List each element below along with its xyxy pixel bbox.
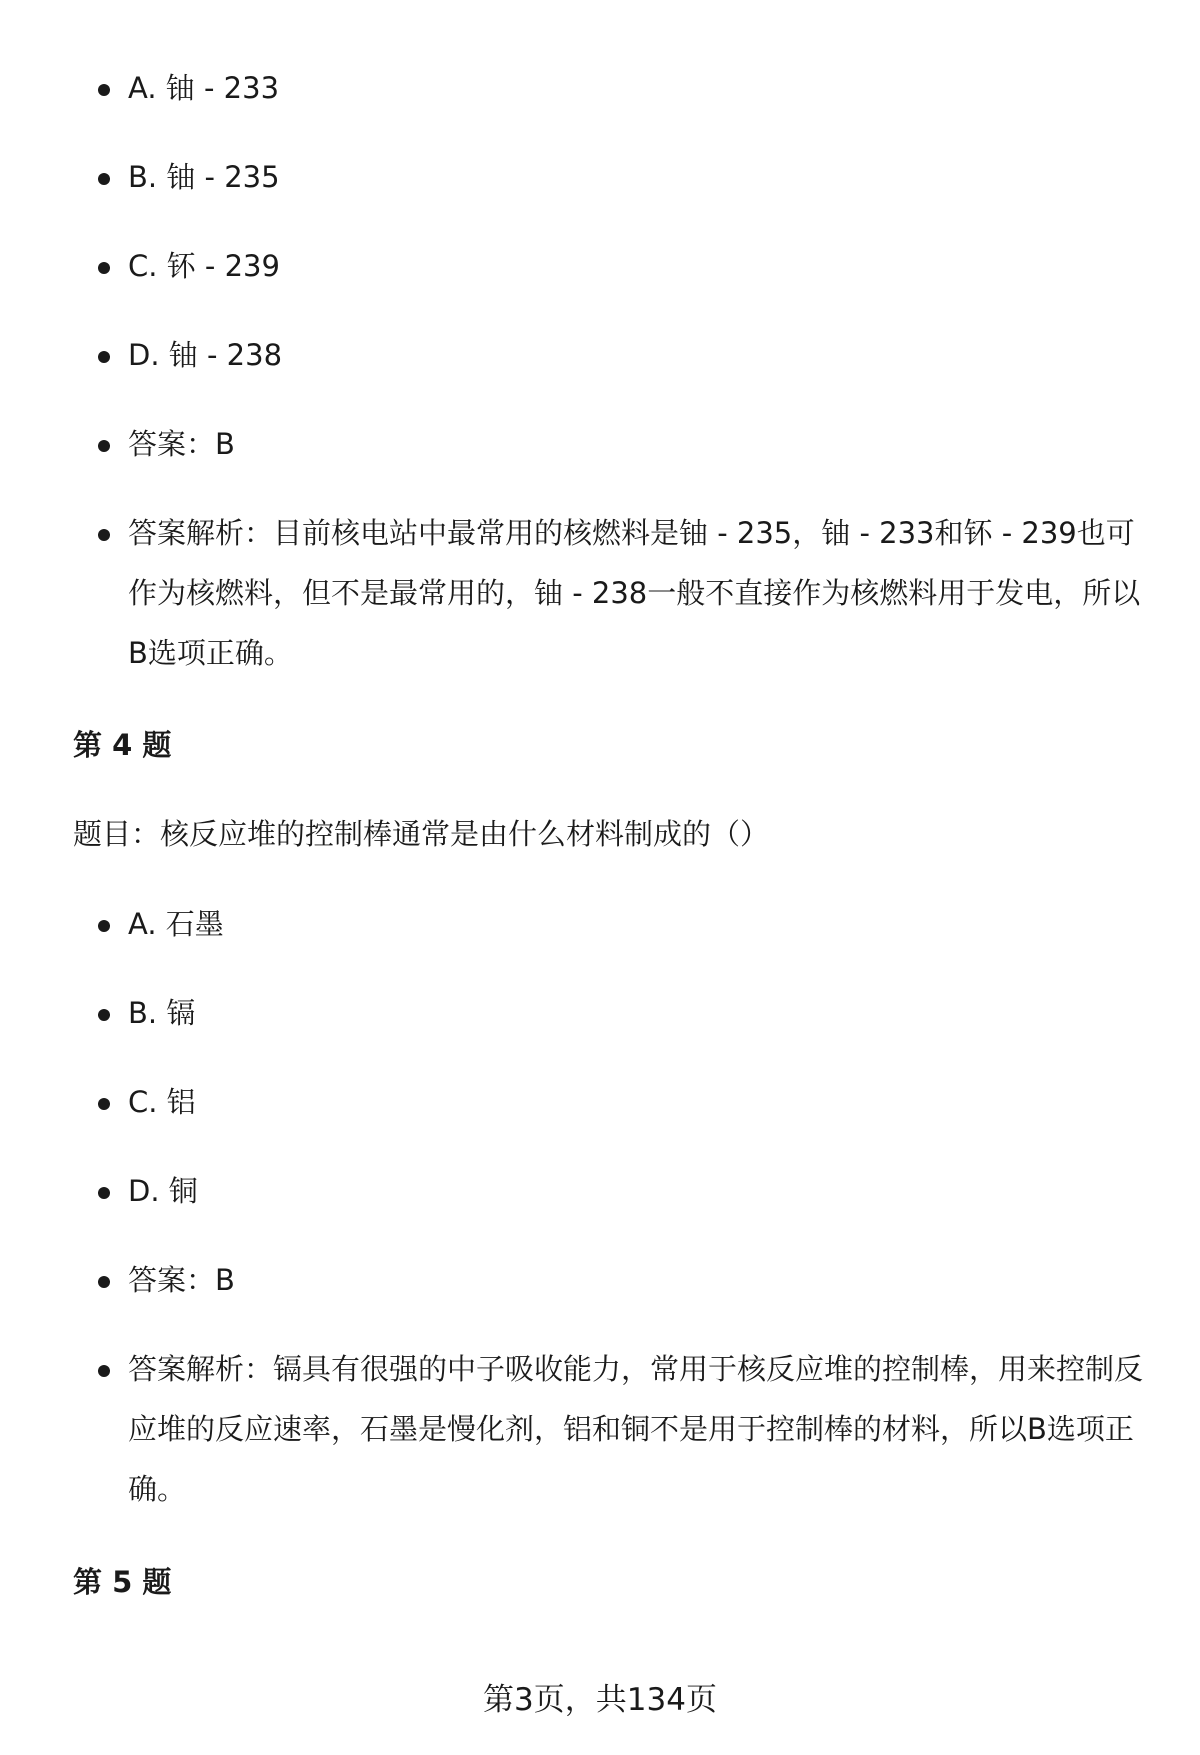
previous-question-options xyxy=(0,58,1200,712)
option-d: D. 铜 xyxy=(0,1161,1200,1221)
bullet-icon xyxy=(98,440,110,452)
bullet-icon xyxy=(98,1187,110,1199)
option-a: A. 石墨 xyxy=(0,894,1200,954)
option-c: C. 钚 - 239 xyxy=(0,236,1200,296)
bullet-icon xyxy=(98,1098,110,1110)
option-b: B. 铀 - 235 xyxy=(0,147,1200,207)
bullet-icon xyxy=(98,1365,110,1377)
bullet-icon xyxy=(98,84,110,96)
option-a: A. 铀 - 233 xyxy=(0,58,1200,118)
option-c: C. 铝 xyxy=(0,1072,1200,1132)
bullet-icon xyxy=(98,920,110,932)
page-number: 第3页，共134页 xyxy=(483,1682,717,1718)
question-4-title: 第 4 题 xyxy=(73,728,172,762)
option-b: B. 镉 xyxy=(0,983,1200,1043)
option-d: D. 铀 - 238 xyxy=(0,325,1200,385)
question-4-stem: 题目：核反应堆的控制棒通常是由什么材料制成的（） xyxy=(73,817,770,851)
bullet-icon xyxy=(98,1276,110,1288)
bullet-icon xyxy=(98,262,110,274)
answer-line: 答案：B xyxy=(0,414,1200,474)
answer-analysis: 答案解析：镉具有很强的中子吸收能力，常用于核反应堆的控制棒，用来控制反应堆的反应速率，石墨是慢化剂，铝和铜不是用于控制棒的材料，所以B选项正确。 xyxy=(0,1339,1200,1519)
answer-analysis: 答案解析：目前核电站中最常用的核燃料是铀 - 235，铀 - 233和钚 - 239也可作为核燃料，但不是最常用的，铀 - 238一般不直接作为核燃料用于发电，所以B选项正确。 xyxy=(0,503,1200,683)
bullet-icon xyxy=(98,173,110,185)
bullet-icon xyxy=(98,1009,110,1021)
answer-line: 答案：B xyxy=(0,1250,1200,1310)
question-4-options xyxy=(0,894,1200,1548)
bullet-icon xyxy=(98,351,110,363)
bullet-icon xyxy=(98,529,110,541)
question-5-title: 第 5 题 xyxy=(73,1565,172,1599)
